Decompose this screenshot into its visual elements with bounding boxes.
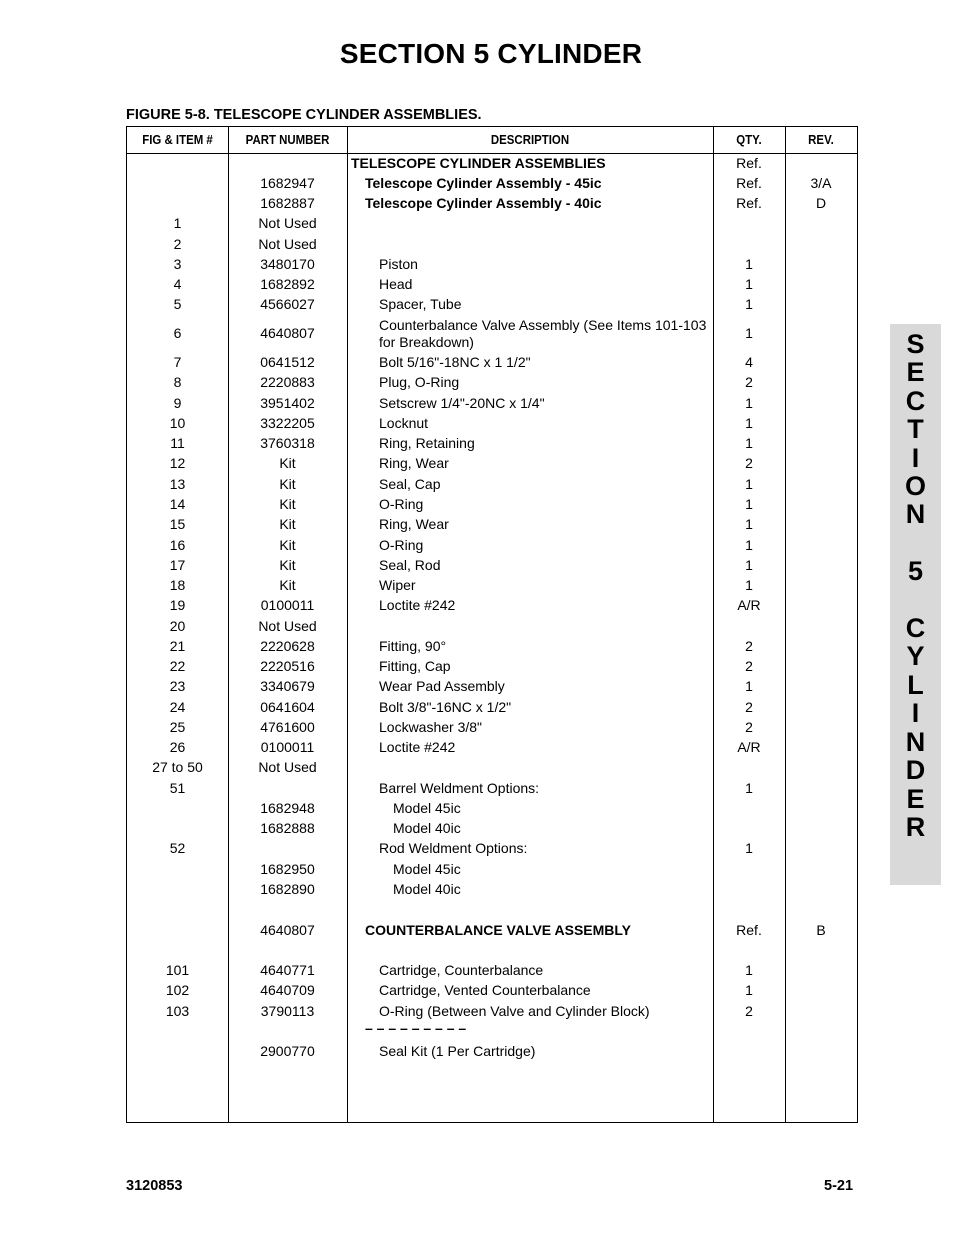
part-number-cell: 1682887 bbox=[260, 195, 315, 211]
qty-cell: 1 bbox=[745, 537, 753, 553]
fig-item-cell: 13 bbox=[169, 476, 186, 492]
qty-cell: 4 bbox=[745, 354, 753, 370]
description-cell-continued: for Breakdown) bbox=[379, 334, 474, 350]
description-cell: Bolt 3/8"-16NC x 1/2" bbox=[379, 699, 512, 715]
fig-item-cell: 9 bbox=[173, 395, 182, 411]
fig-item-cell: 10 bbox=[169, 415, 186, 431]
rev-cell: 3/A bbox=[810, 175, 832, 191]
qty-cell: 1 bbox=[745, 496, 753, 512]
qty-cell: 2 bbox=[745, 699, 753, 715]
fig-item-cell: 11 bbox=[170, 435, 185, 451]
description-cell: Wear Pad Assembly bbox=[379, 678, 505, 694]
description-cell: Model 40ic bbox=[393, 820, 461, 836]
qty-cell: A/R bbox=[737, 739, 761, 755]
description-cell: – – – – – – – – – bbox=[365, 1020, 467, 1036]
qty-cell: 1 bbox=[745, 325, 753, 341]
header-divider bbox=[127, 153, 857, 154]
qty-cell: 2 bbox=[745, 719, 753, 735]
part-number-cell: 0100011 bbox=[260, 739, 315, 755]
part-number-cell: 1682950 bbox=[260, 861, 315, 877]
side-tab-label: S E C T I O N 5 C Y L I N D E R bbox=[904, 329, 926, 842]
part-number-cell: 1682890 bbox=[260, 881, 315, 897]
part-number-cell: 0641604 bbox=[260, 699, 315, 715]
qty-cell: A/R bbox=[737, 597, 761, 613]
part-number-cell: Not Used bbox=[258, 759, 317, 775]
qty-cell: 2 bbox=[745, 658, 753, 674]
description-cell: Plug, O-Ring bbox=[379, 374, 460, 390]
qty-cell: 1 bbox=[745, 577, 753, 593]
part-number-cell: 4640807 bbox=[260, 922, 315, 938]
part-number-cell: 2220883 bbox=[260, 374, 315, 390]
qty-cell: Ref. bbox=[736, 195, 762, 211]
fig-item-cell: 19 bbox=[169, 597, 186, 613]
rev-cell: D bbox=[815, 195, 827, 211]
part-number-cell: 1682948 bbox=[260, 800, 315, 816]
fig-item-cell: 26 bbox=[169, 739, 186, 755]
qty-cell: 1 bbox=[745, 256, 753, 272]
page-title: SECTION 5 CYLINDER bbox=[339, 38, 643, 69]
part-number-cell: Kit bbox=[279, 516, 296, 532]
fig-item-cell: 2 bbox=[173, 236, 182, 252]
part-number-cell: 1682888 bbox=[260, 820, 315, 836]
description-cell: Locknut bbox=[379, 415, 429, 431]
qty-cell: 1 bbox=[745, 276, 753, 292]
description-cell: Cartridge, Counterbalance bbox=[379, 962, 544, 978]
qty-cell: 1 bbox=[745, 557, 753, 573]
header-qty: QTY. bbox=[736, 132, 762, 147]
qty-cell: 1 bbox=[745, 840, 753, 856]
qty-cell: 2 bbox=[745, 638, 753, 654]
part-number-cell: 3322205 bbox=[260, 415, 315, 431]
qty-cell: 1 bbox=[745, 678, 753, 694]
qty-cell: 1 bbox=[745, 296, 753, 312]
fig-item-cell: 51 bbox=[169, 780, 186, 796]
parts-table bbox=[126, 126, 858, 1123]
part-number-cell: 0641512 bbox=[260, 354, 315, 370]
part-number-cell: 1682892 bbox=[260, 276, 315, 292]
fig-item-cell: 25 bbox=[169, 719, 186, 735]
description-cell: O-Ring bbox=[379, 537, 424, 553]
fig-item-cell: 102 bbox=[165, 982, 190, 998]
part-number-cell: Not Used bbox=[258, 215, 317, 231]
description-cell: Model 45ic bbox=[393, 800, 461, 816]
part-number-cell: 3790113 bbox=[260, 1003, 315, 1019]
part-number-cell: 4640771 bbox=[260, 962, 315, 978]
description-cell: Seal, Rod bbox=[379, 557, 441, 573]
part-number-cell: 4761600 bbox=[260, 719, 315, 735]
description-cell: Telescope Cylinder Assembly - 45ic bbox=[365, 175, 602, 191]
header-description: DESCRIPTION bbox=[490, 132, 570, 147]
description-cell: Counterbalance Valve Assembly (See Items 101-103 bbox=[379, 317, 707, 333]
part-number-cell: 3760318 bbox=[260, 435, 315, 451]
description-cell: Cartridge, Vented Counterbalance bbox=[379, 982, 591, 998]
part-number-cell: Kit bbox=[279, 557, 296, 573]
part-number-cell: 3951402 bbox=[260, 395, 315, 411]
fig-item-cell: 15 bbox=[169, 516, 186, 532]
fig-item-cell: 17 bbox=[169, 557, 186, 573]
column-divider bbox=[347, 127, 348, 1122]
qty-cell: Ref. bbox=[736, 922, 762, 938]
description-cell: O-Ring bbox=[379, 496, 424, 512]
description-cell: Spacer, Tube bbox=[379, 296, 462, 312]
fig-item-cell: 22 bbox=[169, 658, 186, 674]
header-part-number: PART NUMBER bbox=[245, 132, 330, 147]
qty-cell: 1 bbox=[745, 415, 753, 431]
qty-cell: 2 bbox=[745, 1003, 753, 1019]
fig-item-cell: 6 bbox=[173, 325, 182, 341]
part-number-cell: Kit bbox=[279, 476, 296, 492]
fig-item-cell: 21 bbox=[169, 638, 186, 654]
qty-cell: 1 bbox=[745, 516, 753, 532]
description-cell: Rod Weldment Options: bbox=[379, 840, 528, 856]
qty-cell: 2 bbox=[745, 455, 753, 471]
fig-item-cell: 1 bbox=[173, 215, 182, 231]
page-number: 5-21 bbox=[824, 1178, 854, 1194]
fig-item-cell: 24 bbox=[169, 699, 186, 715]
description-cell: Loctite #242 bbox=[379, 739, 456, 755]
qty-cell: 1 bbox=[745, 962, 753, 978]
qty-cell: Ref. bbox=[736, 175, 762, 191]
part-number-cell: Kit bbox=[279, 537, 296, 553]
description-cell: Piston bbox=[379, 256, 418, 272]
description-cell: Fitting, Cap bbox=[379, 658, 451, 674]
description-cell: Barrel Weldment Options: bbox=[379, 780, 540, 796]
fig-item-cell: 52 bbox=[169, 840, 186, 856]
fig-item-cell: 7 bbox=[173, 354, 182, 370]
fig-item-cell: 5 bbox=[173, 296, 182, 312]
description-cell: Ring, Retaining bbox=[379, 435, 475, 451]
part-number-cell: 3480170 bbox=[260, 256, 315, 272]
description-cell: O-Ring (Between Valve and Cylinder Block) bbox=[379, 1003, 650, 1019]
description-cell: COUNTERBALANCE VALVE ASSEMBLY bbox=[365, 922, 632, 938]
description-cell: Loctite #242 bbox=[379, 597, 456, 613]
qty-cell: 2 bbox=[745, 374, 753, 390]
fig-item-cell: 101 bbox=[165, 962, 190, 978]
rev-cell: B bbox=[816, 922, 826, 938]
part-number-cell: Kit bbox=[279, 577, 296, 593]
qty-cell: Ref. bbox=[736, 155, 762, 171]
part-number-cell: Not Used bbox=[258, 236, 317, 252]
section-side-tab bbox=[890, 324, 941, 885]
qty-cell: 1 bbox=[745, 780, 753, 796]
fig-item-cell: 14 bbox=[169, 496, 186, 512]
qty-cell: 1 bbox=[745, 435, 753, 451]
description-cell: Seal Kit (1 Per Cartridge) bbox=[379, 1043, 536, 1059]
header-fig-item: FIG & ITEM # bbox=[142, 132, 213, 147]
fig-item-cell: 103 bbox=[165, 1003, 190, 1019]
fig-item-cell: 3 bbox=[173, 256, 182, 272]
fig-item-cell: 23 bbox=[169, 678, 186, 694]
description-cell: Lockwasher 3/8" bbox=[379, 719, 483, 735]
description-cell: Setscrew 1/4"-20NC x 1/4" bbox=[379, 395, 545, 411]
description-cell: Bolt 5/16"-18NC x 1 1/2" bbox=[379, 354, 531, 370]
header-rev: REV. bbox=[808, 132, 834, 147]
part-number-cell: 2900770 bbox=[260, 1043, 315, 1059]
qty-cell: 1 bbox=[745, 982, 753, 998]
description-cell: Telescope Cylinder Assembly - 40ic bbox=[365, 195, 602, 211]
part-number-cell: 2220516 bbox=[260, 658, 315, 674]
description-cell: TELESCOPE CYLINDER ASSEMBLIES bbox=[351, 155, 606, 171]
description-cell: Model 40ic bbox=[393, 881, 461, 897]
fig-item-cell: 18 bbox=[169, 577, 186, 593]
description-cell: Wiper bbox=[379, 577, 416, 593]
figure-title: FIGURE 5-8. TELESCOPE CYLINDER ASSEMBLIES. bbox=[126, 107, 482, 123]
description-cell: Ring, Wear bbox=[379, 455, 449, 471]
part-number-cell: 2220628 bbox=[260, 638, 315, 654]
qty-cell: 1 bbox=[745, 395, 753, 411]
description-cell: Fitting, 90° bbox=[379, 638, 447, 654]
fig-item-cell: 12 bbox=[169, 455, 186, 471]
fig-item-cell: 4 bbox=[173, 276, 182, 292]
part-number-cell: Not Used bbox=[258, 618, 317, 634]
description-cell: Seal, Cap bbox=[379, 476, 441, 492]
part-number-cell: 1682947 bbox=[260, 175, 315, 191]
fig-item-cell: 27 to 50 bbox=[152, 759, 203, 775]
part-number-cell: Kit bbox=[279, 496, 296, 512]
part-number-cell: Kit bbox=[279, 455, 296, 471]
part-number-cell: 3340679 bbox=[260, 678, 315, 694]
column-divider bbox=[785, 127, 786, 1122]
part-number-cell: 4566027 bbox=[260, 296, 315, 312]
description-cell: Model 45ic bbox=[393, 861, 461, 877]
qty-cell: 1 bbox=[745, 476, 753, 492]
part-number-cell: 0100011 bbox=[260, 597, 315, 613]
fig-item-cell: 20 bbox=[169, 618, 186, 634]
part-number-cell: 4640709 bbox=[260, 982, 315, 998]
fig-item-cell: 8 bbox=[173, 374, 182, 390]
description-cell: Head bbox=[379, 276, 413, 292]
part-number-cell: 4640807 bbox=[260, 325, 315, 341]
document-number: 3120853 bbox=[126, 1178, 183, 1194]
description-cell: Ring, Wear bbox=[379, 516, 449, 532]
fig-item-cell: 16 bbox=[169, 537, 186, 553]
